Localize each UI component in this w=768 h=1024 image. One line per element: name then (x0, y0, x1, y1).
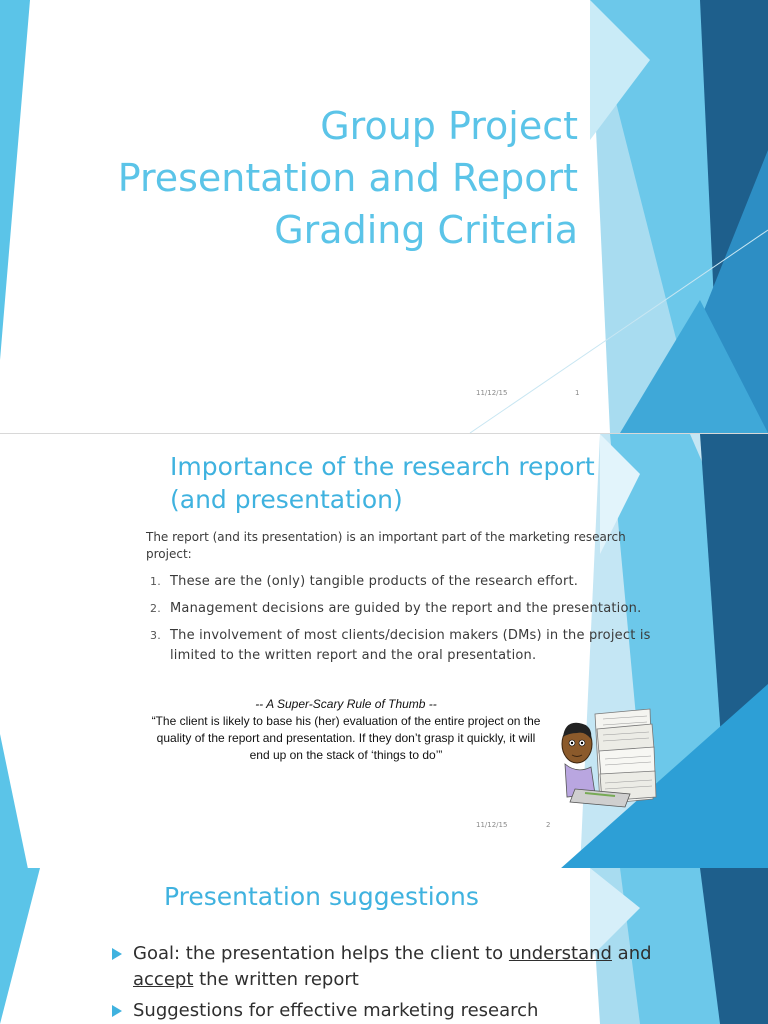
slide-1-title: Group Project Presentation and Report Grading Criteria (117, 104, 578, 252)
quote-text: “The client is likely to base his (her) evaluation of the entire project on the quality of the report and presentation. If they don’t grasp it quickly, it will end up on the stack of ‘things to do’” (151, 714, 541, 762)
bullet-arrow-icon (112, 1005, 122, 1017)
slide-2-date: 11/12/15 (476, 821, 508, 829)
slide-3-title: Presentation suggestions (164, 882, 479, 911)
person-with-paper-stack-icon (555, 689, 665, 814)
slide-1-page-number: 1 (575, 389, 580, 397)
list-item: Goal: the presentation helps the client to understand and accept the written report (112, 941, 672, 993)
slide-2-intro: The report (and its presentation) is an important part of the marketing research project: (146, 530, 626, 561)
slide-2-page-number: 2 (546, 821, 551, 829)
rule-of-thumb-quote (146, 696, 546, 764)
slide-1-date: 11/12/15 (476, 389, 508, 397)
left-bottom-accent (0, 734, 28, 869)
list-item: 2. Management decisions are guided by the report and the presentation. (150, 601, 642, 616)
rule-heading: -- A Super-Scary Rule of Thumb -- (255, 697, 437, 711)
list-item: 1. These are the (only) tangible products of the research effort. (150, 574, 579, 589)
left-accent-shape (0, 868, 40, 1024)
slide-2-title: Importance of the research report (and presentation) (170, 452, 595, 514)
slide-1 (0, 0, 768, 433)
list-item: Suggestions for effective marketing research (112, 998, 672, 1024)
slide-3 (0, 868, 768, 1024)
list-item: 3. The involvement of most clients/decision makers (DMs) in the project is limited to the written report and the oral presentation. (150, 628, 651, 663)
slide-2 (0, 433, 768, 869)
bullet-arrow-icon (112, 948, 122, 960)
importance-list (150, 572, 680, 673)
left-accent-shape (0, 0, 30, 360)
suggestion-bullets (112, 941, 672, 1024)
